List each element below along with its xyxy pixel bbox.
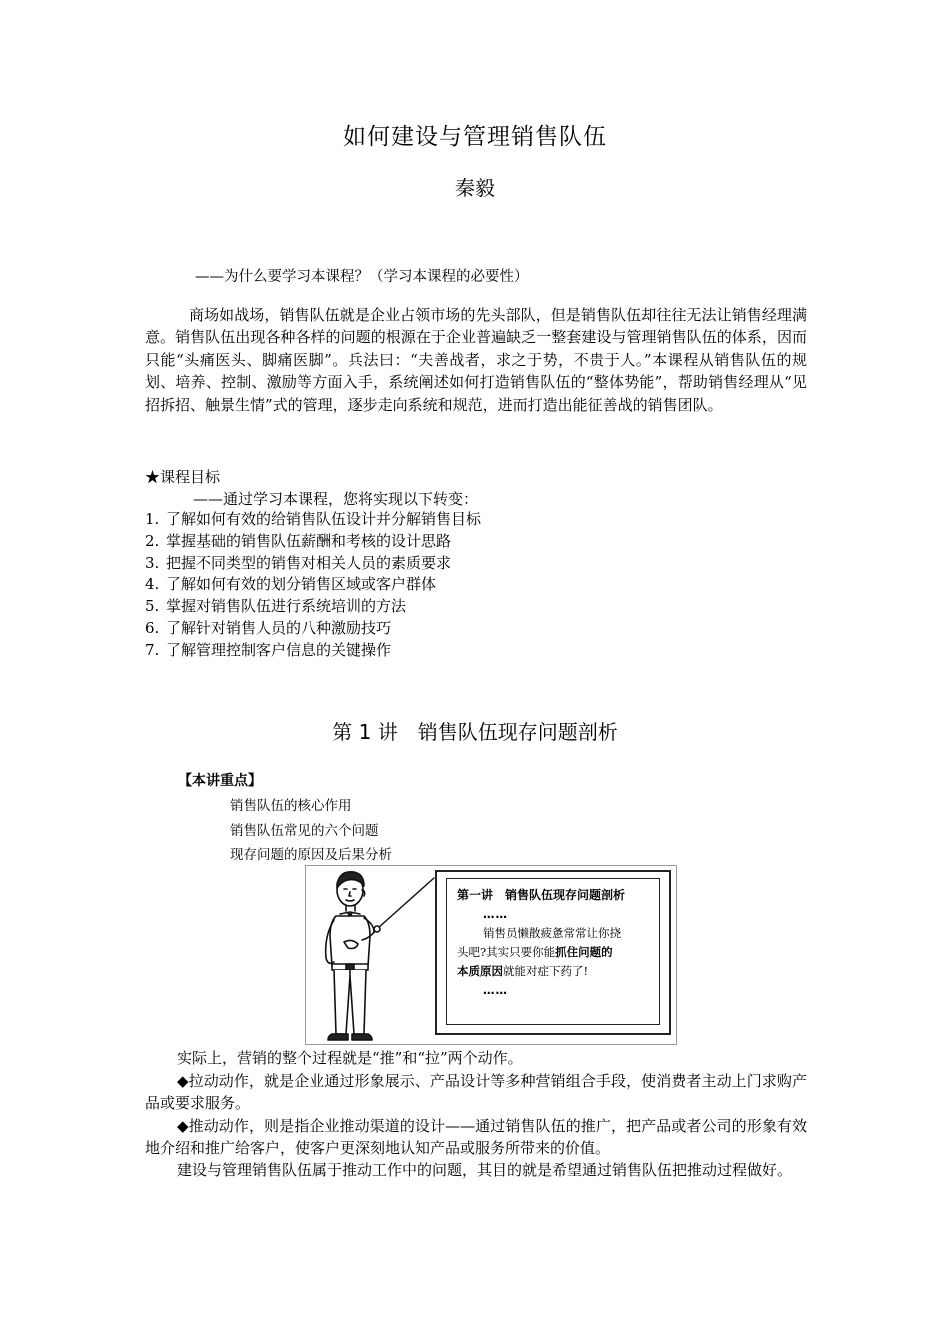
list-item-number: 7.: [145, 640, 160, 659]
goals-heading: ★课程目标: [145, 468, 221, 486]
list-item-number: 5.: [145, 597, 160, 616]
why-heading: ——为什么要学习本课程？（学习本课程的必要性）: [195, 269, 529, 285]
blackboard-title: 第一讲 销售队伍现存问题剖析: [457, 888, 626, 902]
blackboard-emphasis: 本质原因: [457, 964, 503, 978]
presenter-illustration: [306, 866, 436, 1046]
list-item-number: 6.: [145, 618, 160, 637]
list-item-text: 了解管理控制客户信息的关键操作: [166, 640, 392, 659]
body-paragraph: 建设与管理销售队伍属于推动工作中的问题，其目的就是希望通过销售队伍把推动过程做好。: [177, 1161, 793, 1179]
intro-paragraph: 商场如战场，销售队伍就是企业占领市场的先头部队，但是销售队伍却往往无法让销售经理满意。销售队伍出现各种各样的问题的根源在于企业普遍缺乏一整套建设与管理销售队伍的体系，因而只能“头痛医头、脚痛医脚”。兵法曰：“夫善战者，求之于势，不贵于人。”本课程从销售队伍的规划、培养、控制、激励等方面入手，系统阐述如何打造销售队伍的“整体势能”，帮助销售经理从“见招拆招、触景生情”式的管理，逐步走向系统和规范，进而打造出能征善战的销售团队。: [145, 306, 807, 414]
list-item: 销售队伍常见的六个问题: [230, 822, 379, 839]
list-item-text: 把握不同类型的销售对相关人员的素质要求: [166, 553, 452, 572]
list-item-text: 掌握对销售队伍进行系统培训的方法: [166, 597, 407, 616]
document-author: 秦毅: [455, 176, 495, 200]
blackboard-emphasis: 抓住问题的: [555, 945, 613, 959]
blackboard-line: [457, 962, 651, 981]
key-points-heading: 【本讲重点】: [178, 773, 262, 789]
list-item: [145, 640, 481, 662]
body-paragraph: ◆拉动动作，就是企业通过形象展示、产品设计等多种营销组合手段，使消费者主动上门求购产品或要求服务。: [145, 1072, 807, 1113]
blackboard-content: [446, 878, 660, 1025]
list-item-text: 了解如何有效的划分销售区域或客户群体: [166, 575, 437, 594]
blackboard-text: 头吧?其实只要你能: [457, 945, 556, 959]
list-item-number: 3.: [145, 553, 160, 572]
blackboard-line: 销售员懒散疲惫常常让你挠: [483, 926, 621, 940]
lecture-illustration: [305, 865, 677, 1045]
blackboard: [435, 870, 671, 1035]
goals-list: [145, 509, 481, 662]
list-item-number: 2.: [145, 531, 160, 550]
blackboard-ellipsis-top: ……: [483, 907, 508, 921]
body-paragraph: ◆推动动作，则是指企业推动渠道的设计——通过销售队伍的推广，把产品或者公司的形象有效地介绍和推广给客户，使客户更深刻地认知产品或服务所带来的价值。: [145, 1117, 807, 1158]
list-item: [145, 574, 481, 596]
document-title: 如何建设与管理销售队伍: [343, 124, 607, 150]
list-item: [145, 531, 481, 553]
list-item: [145, 596, 481, 618]
lecture-title: 第 1 讲 销售队伍现存问题剖析: [332, 720, 618, 744]
body-paragraph: 实际上，营销的整个过程就是“推”和“拉”两个动作。: [177, 1049, 523, 1067]
list-item: [145, 509, 481, 531]
goals-subheading: ——通过学习本课程，您将实现以下转变：: [193, 490, 479, 508]
list-item: [145, 553, 481, 575]
blackboard-ellipsis-bottom: ……: [483, 983, 508, 997]
list-item-number: 1.: [145, 510, 160, 528]
list-item: 销售队伍的核心作用: [230, 798, 352, 814]
key-points-list: [230, 794, 392, 868]
list-item-text: 掌握基础的销售队伍薪酬和考核的设计思路: [166, 531, 452, 550]
blackboard-line: [457, 943, 651, 962]
list-item-number: 4.: [145, 575, 160, 594]
list-item: 现存问题的原因及后果分析: [230, 847, 392, 863]
list-item-text: 了解如何有效的给销售队伍设计并分解销售目标: [166, 510, 482, 528]
blackboard-text: 就能对症下药了!: [503, 964, 589, 978]
list-item: [145, 618, 481, 640]
list-item-text: 了解针对销售人员的八种激励技巧: [166, 618, 392, 637]
